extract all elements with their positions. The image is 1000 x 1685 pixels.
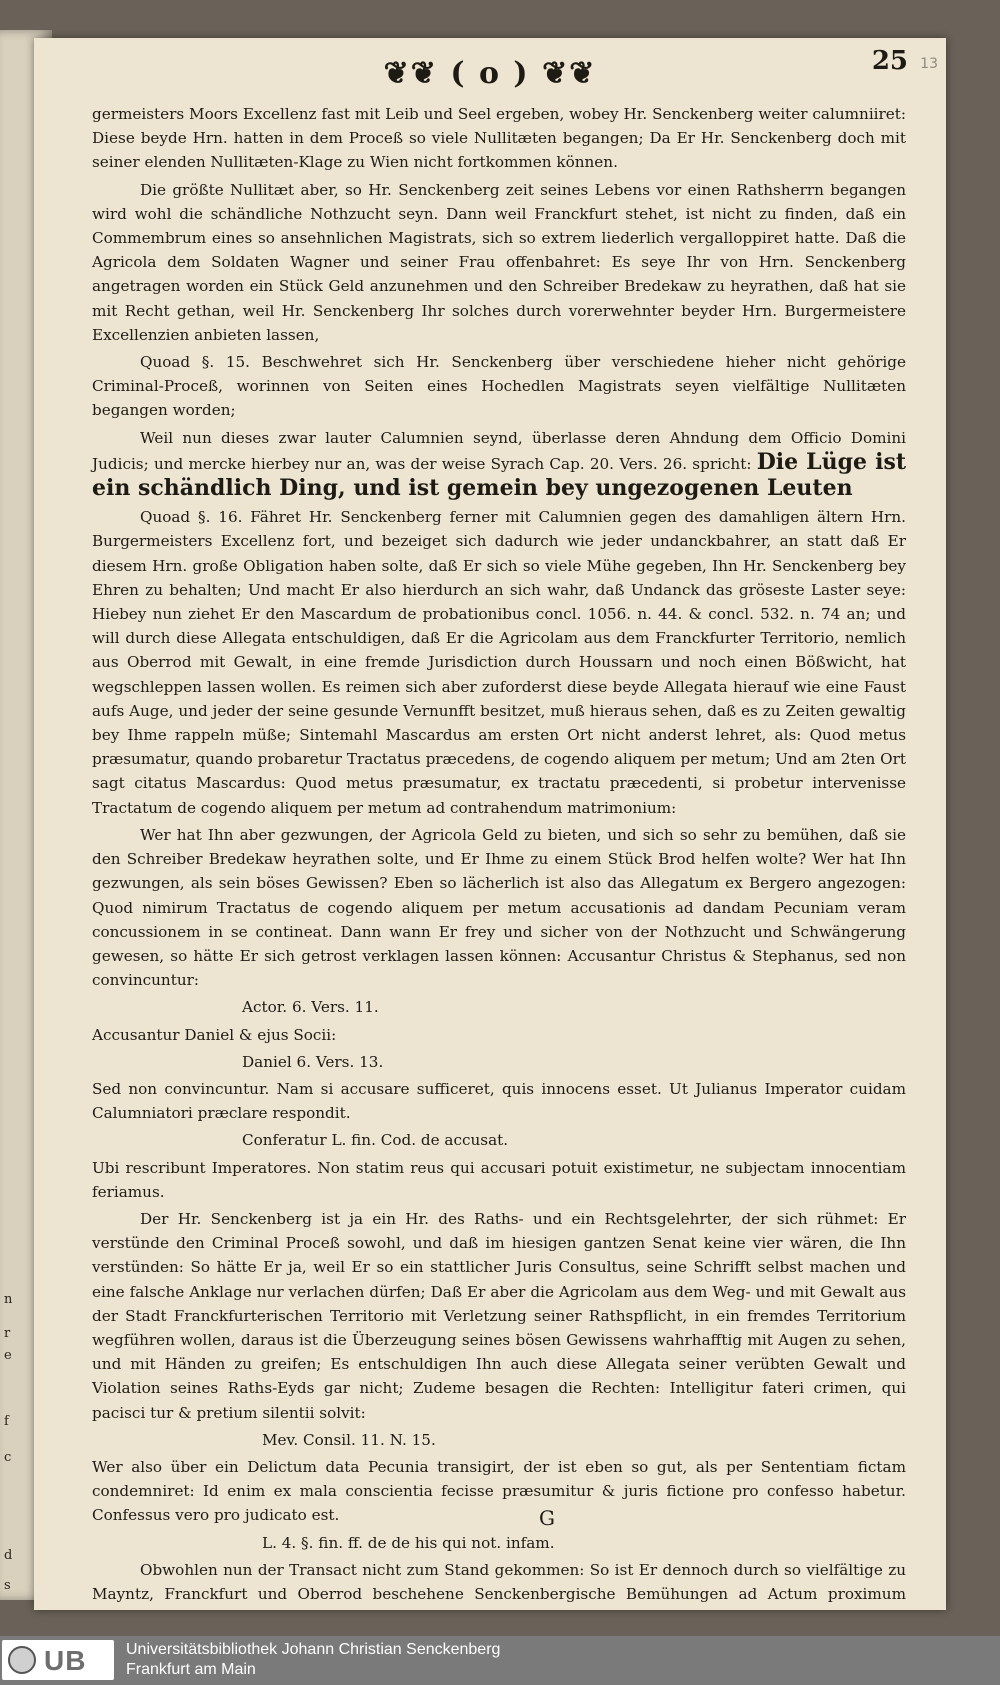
paragraph: Obwohlen nun der Transact nicht zum Stand gekommen: So ist Er dennoch durch so vielfältige zu Mayntz, Franckfurt und Oberrod beschehene Senckenbergische Bemühungen ad Actum proximum [92, 1560, 906, 1603]
left-page-letter: s [4, 1578, 11, 1593]
paragraph: Accusantur Daniel & ejus Socii: [92, 1025, 337, 1044]
emphasized-quote: Die Lüge ist ein schändlich Ding, und ist gemein bey ungezogenen Leuten [92, 448, 906, 502]
citation: Mev. Consil. 11. N. 15. [262, 1430, 436, 1449]
paragraph: Wer hat Ihn aber gezwungen, der Agricola Geld zu bieten, und sich so sehr zu bemühen, daß sie den Schreiber Bredekaw heyrathen solte, und Er Ihme zu einem Stück Brod helfen wolte? Wer hat Ihn gezwungen, als sein böses Gewissen? Eben so lächerlich ist also das Allegatum ex Bergero angezogen: Quod nimirum Tractatus de cogendo aliquem per metum accusationis ad dandam Pecuniam veram concussionem in se contineat. Dann wann Er frey und sicher von der Nothzucht und Schwängerung gewesen, so hätte Er sich getrost verklagen lassen können: Accusantur Christus & Stephanus, sed non convincuntur: [92, 825, 906, 990]
paragraph: Sed non convincuntur. Nam si accusare sufficeret, quis innocens esset. Ut Julianus Imperator cuidam Calumniatori præclare respondit. [92, 1079, 906, 1123]
header-ornament: ❦❦ ( o ) ❦❦ [383, 56, 597, 91]
citation: Conferatur L. fin. Cod. de accusat. [242, 1131, 509, 1150]
paragraph: Die größte Nullitæt aber, so Hr. Senckenberg zeit seines Lebens vor einen Rathsherrn begangen wird wohl die schändliche Nothzucht seyn. Dann weil Franckfurt stehet, ist nicht zu finden, daß ein Commembrum eines so ansehnlichen Magistrats, sich so extrem liederlich vergalloppiret hatte. Daß die Agricola dem Soldaten Wagner und seiner Frau offenbahret: Es seye Ihr von Hrn. Senckenberg angetragen worden ein Stück Geld anzunehmen und den Schreiber Bredekaw zu heyrathen, daß hat sie mit Recht gethan, weil Hr. Senckenberg Ihr solches durch vorerwehnter beyder Hrn. Burgermeistere Excellenzien anbieten lassen, [92, 180, 906, 344]
paragraph: Ubi rescribunt Imperatores. Non statim reus qui accusari potuit existimetur, ne subjectam innocentiam feriamus. [92, 1158, 906, 1201]
document-page [34, 38, 946, 1610]
institution-line-2: Frankfurt am Main [126, 1661, 256, 1678]
paragraph: Weil nun dieses zwar lauter Calumnien seynd, überlasse deren Ahndung dem Officio Domini Judicis; und mercke hierbey nur an, was der weise Syrach Cap. 20. Vers. 26. spricht: [92, 428, 906, 473]
citation: Actor. 6. Vers. 11. [242, 998, 379, 1017]
paragraph: Wer also über ein Delictum data Pecunia transigirt, der ist eben so gut, als per Sententiam fictam condemniret: Id enim ex mala conscientia fecisse præsumitur & juris fictione pro confesso habetur. Confessus vero pro judicato est. [92, 1457, 906, 1525]
paragraph: Quoad §. 16. Fähret Hr. Senckenberg ferner mit Calumnien gegen des damahligen ältern Hrn. Burgermeisters Excellenz fort, und bezeiget sich dadurch wie jeder undanckbahrer, an statt daß Er diesem Hrn. große Obligation haben solte, daß Er sich so viele Mühe gegeben, Ihn Hr. Senckenberg bey Ehren zu behalten; Und macht Er also hierdurch an sich wahr, daß Undanck das gröseste Laster seye: Hiebey nun ziehet Er den Mascardum de probationibus concl. 1056. n. 44. & concl. 532. n. 74 an; und will durch diese Allegata entschuldigen, daß Er die Agricolam aus dem Franckfurter Territorio, nemlich aus Oberrod mit Gewalt, in eine fremde Jurisdiction durch Houssarn und noch einen Bößwicht, hat wegschleppen lassen wollen. Es reimen sich aber zuforderst diese beyde Allegata hierauf wie eine Faust aufs Auge, und jeder der seine gesunde Vernunfft besitzet, muß hieraus sehen, daß es zu Zeiten gewaltig bey Ihme rappeln müße; Sintemahl Mascardus am ersten Ort nicht anderst lehret, als: Quod metus præsumatur, quando probaretur Tractatus præcedens, de cogendo aliquem per metum; Und am 2ten Ort sagt citatus Mascardus: Quod metus præsumatur, ex tractatu præcedenti, si probetur intervenisse Tractatum de cogendo aliquem per metum ad contrahendum matrimonium: [92, 508, 906, 817]
institution-name [126, 1640, 500, 1680]
paragraph: germeisters Moors Excellenz fast mit Leib und Seel ergeben, wobey Hr. Senckenberg weiter calumniiret: Diese beyde Hrn. hatten in dem Proceß so viele Nullitæten begangen; Da Er Hr. Senckenberg doch mit seiner elenden Nullitæten-Klage zu Wien nicht fortkommen können. [92, 105, 906, 172]
library-logo [2, 1640, 114, 1680]
institution-line-1: Universitätsbibliothek Johann Christian Senckenberg [126, 1641, 501, 1658]
left-page-letter: r [4, 1326, 11, 1341]
left-page-letter: n [4, 1292, 13, 1307]
left-page-letter: d [4, 1548, 13, 1563]
pencil-folio-mark: 13 [920, 56, 938, 72]
paragraph: Quoad §. 15. Beschwehret sich Hr. Senckenberg über verschiedene hieher nicht gehörige Criminal-Proceß, worinnen von Seiten eines Hochedlen Magistrats seyen vielfältige Nullitæten begangen worden; [92, 353, 906, 420]
page-number: 25 [871, 46, 908, 76]
paragraph-with-quote [92, 426, 906, 503]
footer-bar [0, 1636, 1000, 1685]
signature-mark: G [539, 1506, 555, 1530]
left-page-letter: f [4, 1414, 9, 1429]
library-emblem-icon [8, 1646, 36, 1674]
citation: Daniel 6. Vers. 13. [242, 1052, 384, 1071]
citation: L. 4. §. fin. ff. de de his qui not. infam. [262, 1533, 555, 1552]
body-text [92, 102, 906, 1610]
logo-text: UB [44, 1645, 87, 1676]
left-page-letter: c [4, 1450, 12, 1465]
paragraph: Der Hr. Senckenberg ist ja ein Hr. des Raths- und ein Rechtsgelehrter, der sich rühmet: Er verstünde den Criminal Proceß sowohl, und daß im hiesigen gantzen Senat keine vier wären, die Ihn verstünden: So hätte Er ja, weil Er so ein stattlicher Juris Consultus, seine Schrifft selbst machen und eine falsche Anklage nur verlachen dürfen; Daß Er aber die Agricolam aus dem Weg- und mit Gewalt aus der Stadt Franckfurterischen Territorio mit Verletzung seiner Rathspflicht, in ein fremdes Territorium wegführen wollen, daraus ist die Überzeugung seines bösen Gewissens wahrhafftig mit Augen zu sehen, und mit Händen zu greifen; Es entschuldigen Ihn auch diese Allegata seiner verübten Gewalt und Violation seines Raths-Eyds gar nicht; Zudeme besagen die Rechten: Intelligitur fateri crimen, qui pacisci tur & pretium silentii solvit: [92, 1209, 906, 1422]
left-page-letter: e [4, 1348, 12, 1363]
